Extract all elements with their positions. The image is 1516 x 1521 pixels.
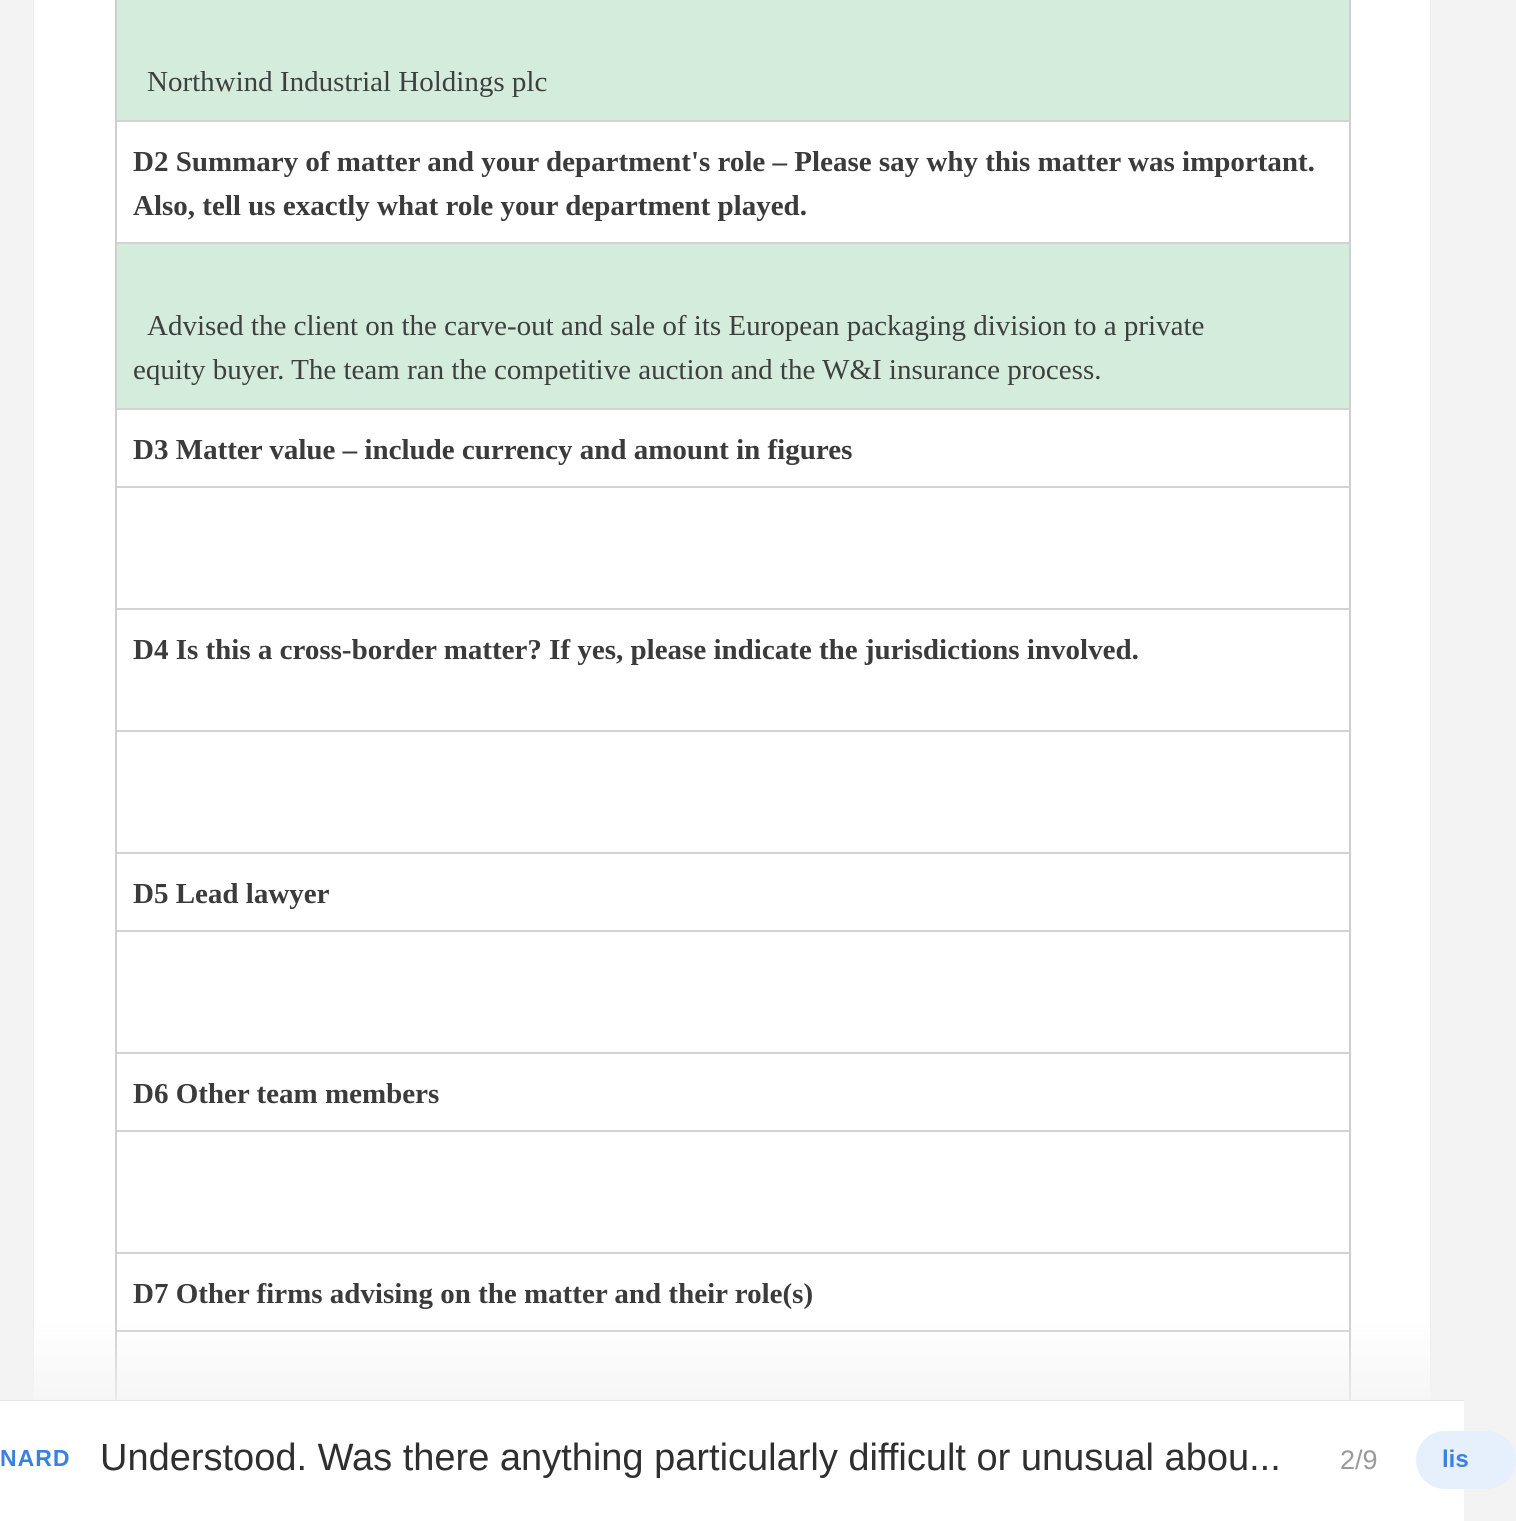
d7-question-text: D7 Other firms advising on the matter and their role(s) (133, 1278, 814, 1310)
d7-answer-cell[interactable] (117, 1332, 1349, 1402)
d2-answer-line-2: equity buyer. The team ran the competitive auction and the W&I insurance process. (133, 354, 1102, 386)
d1-answer-cell[interactable] (117, 0, 1349, 122)
d5-question-text: D5 Lead lawyer (133, 878, 330, 910)
d4-question-cell (117, 610, 1349, 732)
listen-button[interactable] (1416, 1431, 1516, 1489)
d3-question-text: D3 Matter value – include currency and amount in figures (133, 434, 853, 466)
chat-caption-bar (0, 1400, 1469, 1521)
d6-question-cell (117, 1054, 1349, 1132)
d1-answer-text: Northwind Industrial Holdings plc (147, 66, 548, 98)
d5-answer-cell[interactable] (117, 932, 1349, 1054)
d3-question-cell (117, 410, 1349, 488)
chat-message[interactable]: Understood. Was there anything particularly difficult or unusual abou... (100, 1437, 1281, 1479)
d6-question-text: D6 Other team members (133, 1078, 440, 1110)
d6-answer-cell[interactable] (117, 1132, 1349, 1254)
d4-question-text: D4 Is this a cross-border matter? If yes, please indicate the jurisdictions involved. (133, 634, 1139, 666)
d2-question-cell (117, 122, 1349, 244)
speaker-label: NARD (0, 1445, 71, 1471)
submission-form-table (115, 0, 1351, 1402)
d5-question-cell (117, 854, 1349, 932)
d2-answer-line-1: Advised the client on the carve-out and sale of its European packaging division to a private (147, 310, 1205, 342)
d2-answer-cell[interactable] (117, 244, 1349, 410)
d7-question-cell (117, 1254, 1349, 1332)
d2-question-text: D2 Summary of matter and your department's role – Please say why this matter was important. Also, tell us exactly what role your department played. (133, 146, 1315, 222)
listen-button-label: lis (1442, 1446, 1469, 1473)
d4-answer-cell[interactable] (117, 732, 1349, 854)
message-counter: 2/9 (1340, 1445, 1378, 1475)
document-page (34, 0, 1430, 1400)
d3-answer-cell[interactable] (117, 488, 1349, 610)
